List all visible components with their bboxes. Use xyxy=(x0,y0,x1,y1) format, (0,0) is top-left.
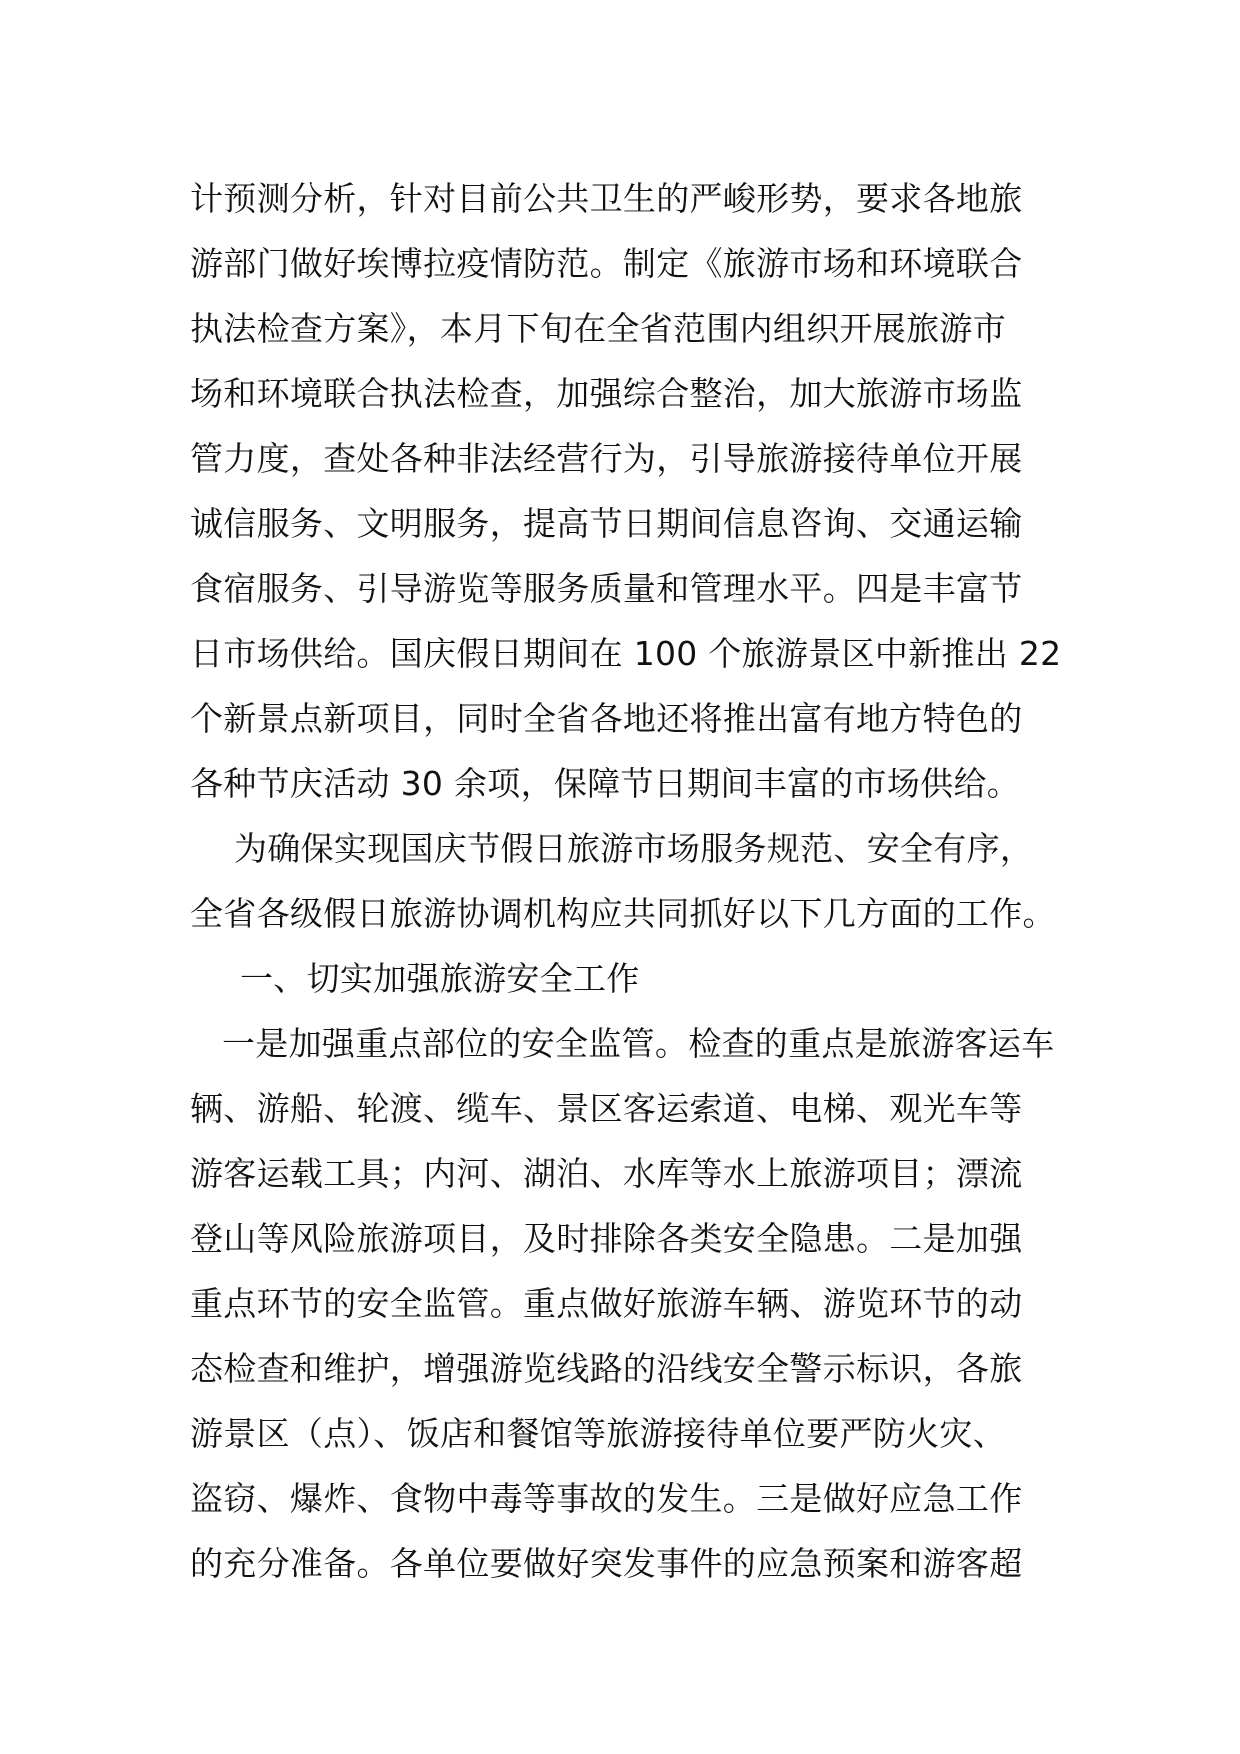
paragraph-start-line: 一是加强重点部位的安全监管。检查的重点是旅游客运车 xyxy=(222,1024,1055,1063)
text-line: 食宿服务、引导游览等服务质量和管理水平。四是丰富节 xyxy=(190,569,1023,608)
text-line: 游景区（点）、饭店和餐馆等旅游接待单位要严防火灾、 xyxy=(190,1414,1006,1453)
text-line: 盗窃、爆炸、食物中毒等事故的发生。三是做好应急工作 xyxy=(190,1479,1023,1518)
text-line: 各种节庆活动 30 余项，保障节日期间丰富的市场供给。 xyxy=(190,764,1021,803)
text-line: 重点环节的安全监管。重点做好旅游车辆、游览环节的动 xyxy=(190,1284,1023,1323)
text-line: 的充分准备。各单位要做好突发事件的应急预案和游客超 xyxy=(190,1544,1023,1583)
text-line: 游部门做好埃博拉疫情防范。制定《旅游市场和环境联合 xyxy=(190,244,1023,283)
section-heading: 一、切实加强旅游安全工作 xyxy=(240,959,640,998)
document-body xyxy=(190,166,1090,1596)
text-line: 态检查和维护，增强游览线路的沿线安全警示标识，各旅 xyxy=(190,1349,1023,1388)
text-line: 执法检查方案》，本月下旬在全省范围内组织开展旅游市 xyxy=(190,309,1006,348)
text-line: 管力度，查处各种非法经营行为，引导旅游接待单位开展 xyxy=(190,439,1023,478)
text-line: 全省各级假日旅游协调机构应共同抓好以下几方面的工作。 xyxy=(190,894,1056,933)
text-line: 登山等风险旅游项目，及时排除各类安全隐患。二是加强 xyxy=(190,1219,1023,1258)
text-line: 游客运载工具；内河、湖泊、水库等水上旅游项目；漂流 xyxy=(190,1154,1023,1193)
text-line: 诚信服务、文明服务，提高节日期间信息咨询、交通运输 xyxy=(190,504,1023,543)
text-line: 辆、游船、轮渡、缆车、景区客运索道、电梯、观光车等 xyxy=(190,1089,1023,1128)
text-line: 场和环境联合执法检查，加强综合整治，加大旅游市场监 xyxy=(190,374,1023,413)
paragraph-start-line: 为确保实现国庆节假日旅游市场服务规范、安全有序， xyxy=(234,829,1034,868)
text-line: 日市场供给。国庆假日期间在 100 个旅游景区中新推出 22 xyxy=(190,634,1062,673)
text-line: 计预测分析，针对目前公共卫生的严峻形势，要求各地旅 xyxy=(190,179,1023,218)
text-line: 个新景点新项目，同时全省各地还将推出富有地方特色的 xyxy=(190,699,1023,738)
